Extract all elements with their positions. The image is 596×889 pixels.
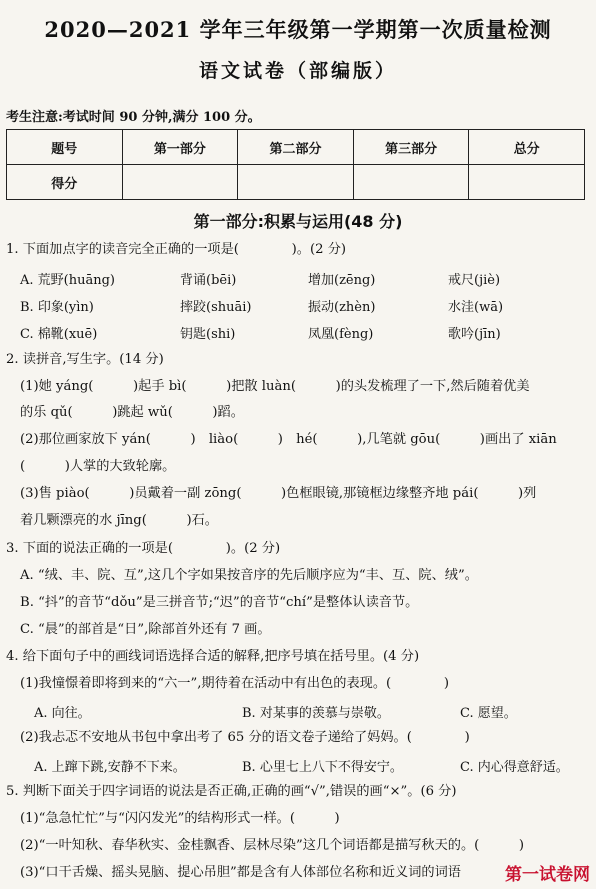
q2-line: (3)售 piào( )员戴着一副 zōng( )色框眼镜,那镜框边缘整齐地 pái( )列 <box>20 486 537 501</box>
watermark-logo: 第一试卷网 <box>505 865 590 885</box>
exam-note: 考生注意:考试时间 90 分钟,满分 100 分。 <box>6 110 261 125</box>
q4-sentence: (2)我忐忑不安地从书包中拿出考了 65 分的语文卷子递给了妈妈。( ) <box>20 730 470 745</box>
section-title: 第一部分:积累与运用(48 分) <box>193 212 403 231</box>
q1-option: 振动(zhèn) <box>308 300 376 315</box>
score-header-cell: 第二部分 <box>238 130 354 165</box>
score-cell[interactable] <box>122 165 238 200</box>
score-header-cell: 总分 <box>469 130 585 165</box>
q5-line: (3)“口干舌燥、摇头晃脑、提心吊胆”都是含有人体部位名称和近义词的词语 <box>20 865 461 880</box>
q1-option: 水洼(wā) <box>448 300 504 315</box>
score-cell[interactable] <box>469 165 585 200</box>
q4-option: B. 心里七上八下不得安宁。 <box>242 760 403 775</box>
q2-line: ( )人掌的大致轮廓。 <box>20 459 176 474</box>
q1-option: B. 印象(yìn) <box>20 300 94 315</box>
q3-stem: 3. 下面的说法正确的一项是( )。(2 分) <box>6 541 281 556</box>
score-header-cell: 第一部分 <box>122 130 238 165</box>
q2-line: (1)她 yáng( )起手 bì( )把散 luàn( )的头发梳理了一下,然后随着优美 <box>20 379 530 394</box>
q5-line: (1)“急急忙忙”与“闪闪发光”的结构形式一样。( ) <box>20 811 340 826</box>
q2-stem: 2. 读拼音,写生字。(14 分) <box>6 352 164 367</box>
q1-option: 背诵(bēi) <box>180 273 237 288</box>
q1-option: 钥匙(shi) <box>180 327 236 342</box>
q3-option: B. “抖”的音节“dǒu”是三拼音节;“迟”的音节“chí”是整体认读音节。 <box>20 595 419 610</box>
score-header-cell: 第三部分 <box>353 130 469 165</box>
q2-line: 着几颗漂亮的水 jīng( )石。 <box>20 513 218 528</box>
score-header-cell: 题号 <box>7 130 123 165</box>
exam-subtitle: 语文试卷（部编版） <box>198 60 397 82</box>
score-table-header-row <box>7 130 585 165</box>
q4-option: C. 愿望。 <box>460 706 517 721</box>
q1-option: 摔跤(shuāi) <box>180 300 252 315</box>
score-table <box>6 129 585 200</box>
q1-option: 增加(zēng) <box>308 273 376 288</box>
score-table-row <box>7 165 585 200</box>
q1-option: 歌吟(jīn) <box>448 327 501 342</box>
q3-option: C. “晨”的部首是“日”,除部首外还有 7 画。 <box>20 622 271 637</box>
q4-stem: 4. 给下面句子中的画线词语选择合适的解释,把序号填在括号里。(4 分) <box>6 649 420 664</box>
q2-line: (2)那位画家放下 yán( ) liào( ) hé( ),几笔就 gōu( )画出了 xiān <box>20 432 557 447</box>
q4-option: A. 向往。 <box>34 706 91 721</box>
q4-sentence: (1)我憧憬着即将到来的“六一”,期待着在活动中有出色的表现。( ) <box>20 676 450 691</box>
q5-line: (2)“一叶知秋、春华秋实、金桂飘香、层林尽染”这几个词语都是描写秋天的。( ) <box>20 838 525 853</box>
score-cell[interactable] <box>238 165 354 200</box>
q4-option: B. 对某事的羡慕与崇敬。 <box>242 706 390 721</box>
score-cell[interactable] <box>353 165 469 200</box>
q1-option: 戒尺(jiè) <box>448 273 501 288</box>
exam-title: 2020—2021 学年三年级第一学期第一次质量检测 <box>44 17 552 42</box>
q1-option: 凤凰(fèng) <box>308 327 374 342</box>
q4-option: C. 内心得意舒适。 <box>460 760 569 775</box>
q4-option: A. 上蹿下跳,安静不下来。 <box>34 760 186 775</box>
q1-stem: 1. 下面加点字的读音完全正确的一项是( )。(2 分) <box>6 242 347 257</box>
q1-option: A. 荒野(huāng) <box>20 273 115 288</box>
score-row-label: 得分 <box>7 165 123 200</box>
q5-stem: 5. 判断下面关于四字词语的说法是否正确,正确的画“√”,错误的画“×”。(6 分) <box>6 784 457 799</box>
q1-option: C. 棉靴(xuē) <box>20 327 98 342</box>
q3-option: A. “绒、丰、院、互”,这几个字如果按音序的先后顺序应为“丰、互、院、绒”。 <box>20 568 478 583</box>
q2-line: 的乐 qǔ( )跳起 wǔ( )蹈。 <box>20 405 244 420</box>
